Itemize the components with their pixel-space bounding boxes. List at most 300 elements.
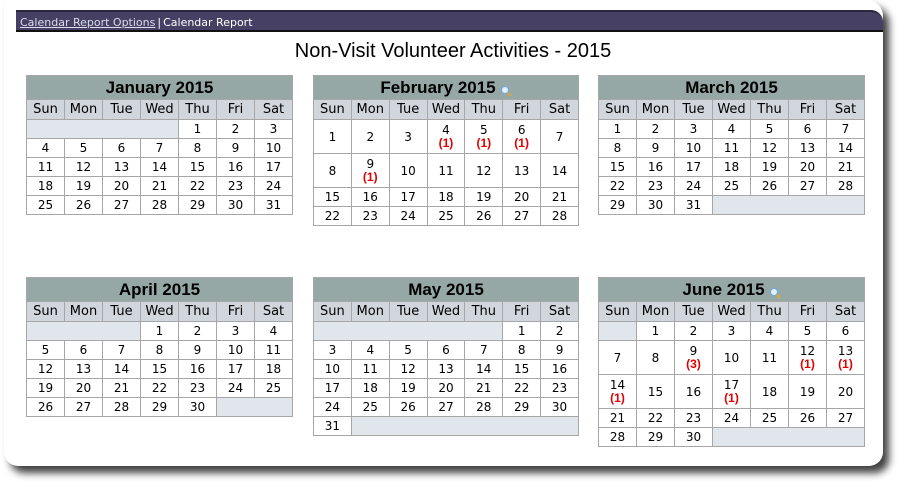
day-cell [217,139,255,158]
day-number: 1 [613,122,622,136]
day-number: 27 [514,209,530,223]
day-cell [751,375,789,409]
day-cell [179,158,217,177]
weekday-header: Thu [751,302,789,322]
day-number: 1 [651,324,660,338]
day-cell [217,379,255,398]
day-number: 17 [324,381,341,395]
day-cell [179,196,217,215]
day-number: 15 [514,362,530,376]
day-number: 18 [438,190,454,204]
day-number: 15 [647,384,664,399]
day-number: 24 [723,411,740,425]
weekday-header: Fri [503,302,541,322]
weekday-header: Wed [427,302,465,322]
weekday-header: Mon [351,302,389,322]
day-number: 3 [231,324,240,338]
day-number: 15 [324,190,341,204]
day-cell [427,207,465,226]
day-cell [675,428,713,447]
day-cell [255,196,293,215]
day-number: 8 [328,163,337,178]
weekday-header: Wed [141,302,179,322]
day-cell [179,341,217,360]
day-cell [427,120,465,154]
day-number: 7 [479,343,488,357]
day-number: 12 [476,163,492,178]
day-cell [541,322,579,341]
day-cell [541,379,579,398]
day-cell [713,375,751,409]
day-number: 18 [761,384,778,399]
day-cell [314,341,352,360]
day-number: 28 [551,209,568,223]
day-number: 31 [265,198,282,212]
day-number: 21 [551,190,568,204]
week-row [27,177,293,196]
day-cell [217,120,255,139]
day-number: 14 [151,160,168,174]
day-number: 28 [476,400,492,414]
day-number: 18 [362,381,378,395]
day-number: 24 [685,179,702,193]
day-cell [541,188,579,207]
day-number: 14 [113,362,130,376]
day-number: 7 [613,350,622,365]
day-number: 13 [837,344,854,358]
day-cell [351,154,389,188]
week-row [27,139,293,158]
week-row [27,158,293,177]
day-cell [541,341,579,360]
day-cell [141,196,179,215]
page-title: Non-Visit Volunteer Activities - 2015 [294,40,612,62]
day-number: 9 [555,343,564,357]
day-number: 24 [265,179,282,193]
day-number: 1 [517,324,526,338]
day-cell [751,158,789,177]
magnifier-icon[interactable] [500,82,512,94]
day-number: 13 [75,362,92,376]
weekday-header: Mon [351,100,389,120]
day-number: 3 [727,324,736,338]
day-cell [713,177,751,196]
week-row [27,120,293,139]
month-calendar [26,277,293,417]
activity-count-link[interactable]: (1) [724,391,739,405]
day-number: 6 [117,141,126,155]
day-cell [465,207,503,226]
day-number: 15 [609,160,626,174]
day-cell [503,398,541,417]
month-header [27,76,293,100]
day-number: 14 [551,163,568,178]
day-cell [27,360,65,379]
day-cell [217,322,255,341]
day-cell [27,196,65,215]
weekday-header: Sat [541,302,579,322]
day-cell [27,398,65,417]
day-cell [255,120,293,139]
day-cell [255,360,293,379]
day-number: 2 [366,129,375,144]
day-cell [103,177,141,196]
day-cell [427,341,465,360]
day-cell [789,120,827,139]
empty-cell [27,322,141,341]
day-cell [465,154,503,188]
weekday-header: Mon [637,100,675,120]
day-cell [103,341,141,360]
week-row [27,196,293,215]
day-cell [751,120,789,139]
activity-count-link[interactable]: (1) [838,357,853,371]
report-panel [4,0,883,466]
month-calendar [598,75,865,215]
day-cell [503,154,541,188]
day-cell [637,341,675,375]
day-number: 11 [37,160,54,174]
day-number: 4 [366,343,375,357]
week-row [27,341,293,360]
day-cell [179,379,217,398]
day-cell [751,341,789,375]
day-number: 2 [231,122,240,136]
day-cell [255,379,293,398]
day-cell [179,322,217,341]
day-number: 20 [799,160,816,174]
day-number: 11 [761,350,778,365]
week-row [314,360,579,379]
day-cell [827,139,865,158]
day-number: 30 [551,400,568,414]
day-number: 17 [400,190,416,204]
day-number: 4 [442,123,450,137]
day-cell [465,398,503,417]
day-number: 23 [685,411,702,425]
day-cell [351,360,389,379]
weekday-header: Mon [65,100,103,120]
day-cell [713,409,751,428]
day-cell [217,158,255,177]
day-number: 28 [837,179,854,193]
magnifier-icon[interactable] [769,284,781,296]
day-cell [637,428,675,447]
day-cell [541,154,579,188]
day-cell [599,120,637,139]
month-header [314,278,579,302]
weekday-header: Thu [465,100,503,120]
day-number: 4 [41,141,50,155]
day-cell [65,360,103,379]
day-cell [827,375,865,409]
week-row [599,139,865,158]
day-number: 26 [476,209,492,223]
day-cell [103,158,141,177]
day-number: 17 [227,362,244,376]
week-row [314,398,579,417]
day-number: 26 [75,198,92,212]
week-row [599,177,865,196]
day-number: 16 [227,160,244,174]
day-number: 15 [189,160,206,174]
day-number: 1 [328,129,337,144]
empty-cell [713,196,865,215]
day-cell [541,120,579,154]
day-cell [637,322,675,341]
day-number: 8 [613,141,622,155]
weekday-header: Mon [637,302,675,322]
day-cell [103,196,141,215]
day-cell [675,158,713,177]
day-number: 5 [765,122,774,136]
day-number: 17 [685,160,702,174]
day-cell [827,322,865,341]
day-cell [675,120,713,139]
day-number: 14 [476,362,492,376]
day-number: 24 [400,209,416,223]
day-cell [389,360,427,379]
day-cell [255,158,293,177]
day-number: 28 [609,430,626,444]
day-number: 4 [269,324,278,338]
week-row [314,120,579,154]
day-cell [389,188,427,207]
weekday-header: Wed [713,302,751,322]
day-cell [27,158,65,177]
day-cell [65,398,103,417]
day-cell [351,398,389,417]
day-number: 27 [113,198,130,212]
day-number: 8 [517,343,526,357]
day-cell [141,341,179,360]
day-cell [465,120,503,154]
week-row [599,322,865,341]
day-number: 28 [151,198,168,212]
day-cell [789,322,827,341]
weekday-header: Fri [789,302,827,322]
day-cell [789,375,827,409]
week-row [599,120,865,139]
month-header [599,76,865,100]
day-cell [827,177,865,196]
day-cell [65,177,103,196]
day-cell [351,120,389,154]
day-cell [27,177,65,196]
day-number: 6 [442,343,450,357]
day-number: 10 [685,141,702,155]
activity-count-link[interactable]: (3) [686,357,701,371]
day-cell [827,158,865,177]
week-row [27,379,293,398]
weekday-header: Fri [789,100,827,120]
day-number: 11 [362,362,378,376]
day-cell [27,341,65,360]
day-cell [255,322,293,341]
day-cell [141,177,179,196]
day-number: 29 [514,400,530,414]
day-number: 29 [151,400,168,414]
day-cell [141,398,179,417]
calendar-report-options-link[interactable]: Calendar Report Options [20,16,156,29]
day-number: 20 [837,384,854,399]
day-cell [217,177,255,196]
activity-count-link[interactable]: (1) [610,391,625,405]
day-cell [314,188,352,207]
week-row [314,188,579,207]
weekday-header: Fri [217,100,255,120]
day-number: 16 [189,362,206,376]
day-number: 8 [193,141,202,155]
day-number: 12 [75,160,92,174]
day-cell [675,177,713,196]
day-cell [465,341,503,360]
day-number: 2 [193,324,202,338]
day-cell [713,120,751,139]
day-cell [751,409,789,428]
empty-cell [351,417,578,436]
weekday-header: Sun [314,302,352,322]
week-row [27,360,293,379]
day-cell [599,139,637,158]
weekday-header: Tue [103,100,141,120]
day-number: 23 [189,381,206,395]
day-cell [713,341,751,375]
day-number: 16 [685,384,702,399]
day-cell [179,177,217,196]
day-cell [599,428,637,447]
week-row [27,398,293,417]
day-number: 18 [723,160,740,174]
day-number: 4 [727,122,736,136]
day-number: 15 [151,362,168,376]
day-cell [179,398,217,417]
day-number: 19 [37,381,54,395]
day-cell [751,177,789,196]
day-number: 12 [37,362,54,376]
day-cell [599,375,637,409]
day-cell [141,322,179,341]
month-title: February 2015 [380,77,496,97]
activity-count-link[interactable]: (1) [800,357,815,371]
week-row [314,341,579,360]
day-number: 1 [193,122,202,136]
day-number: 19 [75,179,92,193]
day-cell [599,409,637,428]
day-number: 25 [265,381,282,395]
day-cell [637,177,675,196]
day-cell [65,158,103,177]
day-cell [675,139,713,158]
day-cell [217,360,255,379]
day-cell [637,158,675,177]
day-number: 29 [609,198,626,212]
weekday-header: Tue [103,302,141,322]
day-cell [314,154,352,188]
day-cell [751,139,789,158]
day-number: 25 [723,179,740,193]
weekday-header: Sat [827,302,865,322]
day-number: 10 [227,343,244,357]
day-number: 27 [438,400,454,414]
day-cell [314,398,352,417]
day-number: 19 [799,384,816,399]
day-number: 9 [651,141,660,155]
week-row [27,322,293,341]
day-number: 18 [265,362,282,376]
weekday-header: Thu [751,100,789,120]
day-number: 21 [113,381,130,395]
activity-count-link[interactable]: (1) [476,136,492,150]
day-cell [503,360,541,379]
day-cell [427,360,465,379]
day-cell [427,154,465,188]
day-cell [103,360,141,379]
day-number: 27 [799,179,816,193]
day-cell [637,375,675,409]
day-number: 30 [227,198,244,212]
month-title: March 2015 [685,77,778,97]
activity-count-link[interactable]: (1) [514,136,529,150]
day-cell [541,398,579,417]
day-number: 25 [761,411,778,425]
day-number: 2 [555,324,564,338]
day-cell [789,409,827,428]
day-number: 29 [189,198,206,212]
weekday-header: Mon [65,302,103,322]
day-number: 20 [113,179,130,193]
day-cell [503,322,541,341]
day-cell [675,341,713,375]
day-number: 10 [324,362,341,376]
day-number: 5 [404,343,412,357]
day-number: 6 [517,123,526,137]
weekday-header: Sat [827,100,865,120]
day-cell [141,158,179,177]
activity-count-link[interactable]: (1) [438,136,454,150]
day-cell [713,139,751,158]
weekday-header: Sat [255,302,293,322]
day-cell [389,398,427,417]
day-number: 3 [404,129,412,144]
day-cell [675,196,713,215]
day-number: 8 [651,350,660,365]
day-number: 16 [362,190,378,204]
day-cell [179,360,217,379]
day-number: 22 [189,179,206,193]
day-cell [389,341,427,360]
day-number: 30 [189,400,206,414]
day-number: 3 [328,343,337,357]
weekday-header: Sat [541,100,579,120]
activity-count-link[interactable]: (1) [362,170,378,184]
day-number: 4 [765,324,774,338]
month-title: April 2015 [118,279,201,299]
day-cell [503,379,541,398]
day-number: 27 [837,411,854,425]
day-number: 14 [609,378,626,392]
day-number: 27 [75,400,92,414]
weekday-header: Thu [179,100,217,120]
day-cell [389,207,427,226]
day-cell [141,139,179,158]
day-cell [255,139,293,158]
day-number: 26 [400,400,416,414]
day-cell [427,379,465,398]
empty-cell [27,120,179,139]
day-cell [65,139,103,158]
week-row [599,196,865,215]
